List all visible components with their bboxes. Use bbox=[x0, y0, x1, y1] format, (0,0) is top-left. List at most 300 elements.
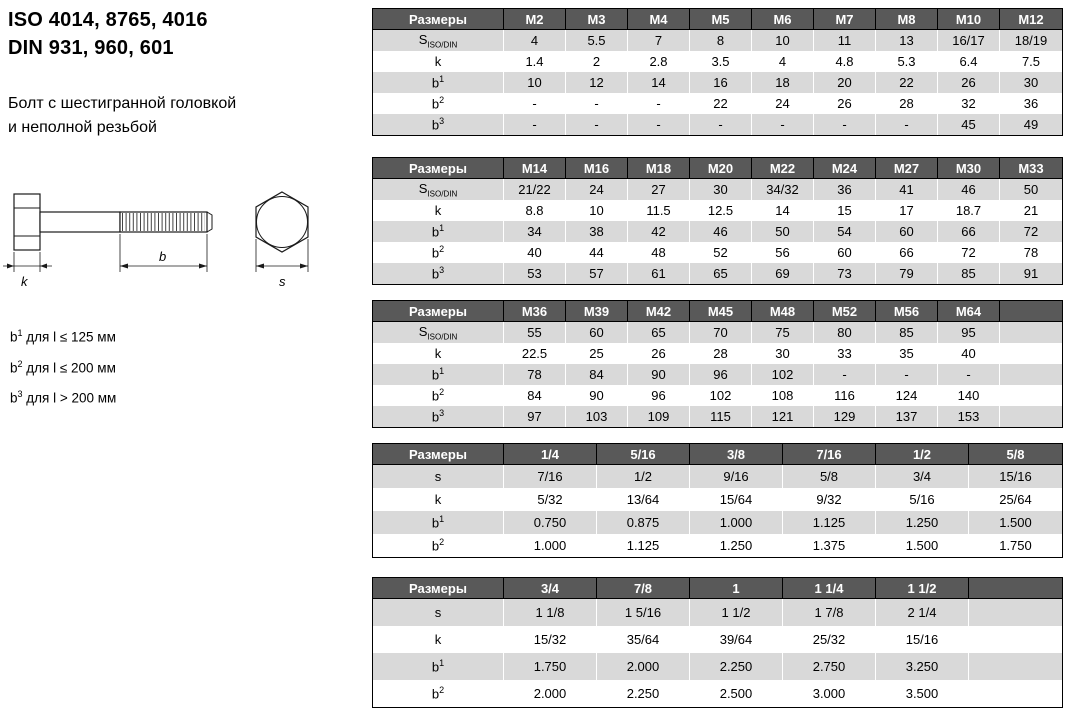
bolt-shank bbox=[40, 212, 120, 232]
size-column-header: M33 bbox=[1000, 158, 1062, 179]
table-cell: 7.5 bbox=[1000, 51, 1062, 72]
table-cell: 34/32 bbox=[752, 179, 814, 200]
table-cell: 42 bbox=[628, 221, 690, 242]
table-cell: 90 bbox=[628, 364, 690, 385]
table-cell: 18/19 bbox=[1000, 30, 1062, 51]
table-cell bbox=[1000, 385, 1062, 406]
table-cell: 1 1/2 bbox=[690, 599, 783, 626]
table-cell: - bbox=[504, 114, 566, 135]
table-cell: 7 bbox=[628, 30, 690, 51]
size-column-header: 7/16 bbox=[783, 444, 876, 465]
size-column-header: 5/16 bbox=[597, 444, 690, 465]
table-row bbox=[373, 534, 1062, 557]
table-cell: 2 bbox=[566, 51, 628, 72]
table-cell: 25 bbox=[566, 343, 628, 364]
sizes-column-header: Размеры bbox=[373, 301, 504, 322]
table-cell: 21/22 bbox=[504, 179, 566, 200]
sizes-column-header: Размеры bbox=[373, 9, 504, 30]
table-row bbox=[373, 221, 1062, 242]
table-cell: 124 bbox=[876, 385, 938, 406]
table-cell: 14 bbox=[628, 72, 690, 93]
table-row bbox=[373, 488, 1062, 511]
table-cell: 20 bbox=[814, 72, 876, 93]
table-row bbox=[373, 653, 1062, 680]
table-cell: 30 bbox=[1000, 72, 1062, 93]
table-cell: 10 bbox=[566, 200, 628, 221]
table-cell: 17 bbox=[876, 200, 938, 221]
bolt-end-view bbox=[256, 192, 308, 252]
table-cell: 53 bbox=[504, 263, 566, 284]
table-cell: 18.7 bbox=[938, 200, 1000, 221]
table-cell: 16 bbox=[690, 72, 752, 93]
size-column-header: M18 bbox=[628, 158, 690, 179]
row-label: k bbox=[373, 343, 504, 364]
row-label: $b^3$ bbox=[373, 263, 504, 284]
table-cell: 24 bbox=[566, 179, 628, 200]
size-column-header: M42 bbox=[628, 301, 690, 322]
table-cell: 1.4 bbox=[504, 51, 566, 72]
table-cell: - bbox=[504, 93, 566, 114]
table-cell: 46 bbox=[690, 221, 752, 242]
table-cell: 32 bbox=[938, 93, 1000, 114]
table-cell bbox=[1000, 364, 1062, 385]
table-cell: 40 bbox=[504, 242, 566, 263]
table-cell: 13/64 bbox=[597, 488, 690, 511]
table-cell: 1.375 bbox=[783, 534, 876, 557]
table-row bbox=[373, 626, 1062, 653]
table-cell: - bbox=[876, 364, 938, 385]
table-cell: 4 bbox=[752, 51, 814, 72]
table-cell: 102 bbox=[690, 385, 752, 406]
table-header-row bbox=[373, 578, 1062, 599]
dim-label-b: b bbox=[159, 249, 167, 264]
table-cell: 108 bbox=[752, 385, 814, 406]
table-cell: 91 bbox=[1000, 263, 1062, 284]
table-cell: 30 bbox=[690, 179, 752, 200]
row-label: k bbox=[373, 51, 504, 72]
table-cell: 95 bbox=[938, 322, 1000, 343]
table-cell: 1 7/8 bbox=[783, 599, 876, 626]
table-header-row bbox=[373, 444, 1062, 465]
table-cell: 72 bbox=[938, 242, 1000, 263]
size-column-header: M3 bbox=[566, 9, 628, 30]
table-cell: 109 bbox=[628, 406, 690, 427]
table-row bbox=[373, 179, 1062, 200]
table-row bbox=[373, 51, 1062, 72]
size-column-header: M64 bbox=[938, 301, 1000, 322]
table-row bbox=[373, 406, 1062, 427]
table-cell: 3.250 bbox=[876, 653, 969, 680]
table-cell: 79 bbox=[876, 263, 938, 284]
size-column-header: M36 bbox=[504, 301, 566, 322]
table-cell: 9/32 bbox=[783, 488, 876, 511]
table-cell: 1.250 bbox=[690, 534, 783, 557]
size-column-header: 7/8 bbox=[597, 578, 690, 599]
table-cell: 48 bbox=[628, 242, 690, 263]
dimension-table-3 bbox=[372, 300, 1063, 428]
table-cell: 72 bbox=[1000, 221, 1062, 242]
table-cell: 115 bbox=[690, 406, 752, 427]
table-cell: 3.5 bbox=[690, 51, 752, 72]
table-cell: 2.750 bbox=[783, 653, 876, 680]
size-column-header: 1 1/4 bbox=[783, 578, 876, 599]
table-cell: 1.250 bbox=[876, 511, 969, 534]
row-label: $b^2$ bbox=[373, 385, 504, 406]
table-cell: 12 bbox=[566, 72, 628, 93]
size-column-header: 1 1/2 bbox=[876, 578, 969, 599]
table-row bbox=[373, 343, 1062, 364]
table-cell: 24 bbox=[752, 93, 814, 114]
size-column-header: M39 bbox=[566, 301, 628, 322]
size-column-header: 1/2 bbox=[876, 444, 969, 465]
table-cell: 26 bbox=[814, 93, 876, 114]
table-cell: 1.500 bbox=[876, 534, 969, 557]
bolt-description-line2: и неполной резьбой bbox=[8, 119, 157, 136]
table-cell: 7/16 bbox=[504, 465, 597, 488]
table-cell: 15/16 bbox=[876, 626, 969, 653]
subtitle-block bbox=[8, 92, 236, 140]
table-row bbox=[373, 93, 1062, 114]
table-cell: 44 bbox=[566, 242, 628, 263]
row-label: $b^1$ bbox=[373, 653, 504, 680]
table-cell bbox=[969, 599, 1062, 626]
table-cell: 85 bbox=[876, 322, 938, 343]
note-b1: $b^1$ для l ≤ 125 мм bbox=[10, 328, 116, 345]
row-label: $b^1$ bbox=[373, 221, 504, 242]
table-cell: 18 bbox=[752, 72, 814, 93]
table-cell bbox=[1000, 343, 1062, 364]
size-column-header: M45 bbox=[690, 301, 752, 322]
table-cell: 30 bbox=[752, 343, 814, 364]
table-cell: 129 bbox=[814, 406, 876, 427]
left-panel bbox=[0, 0, 372, 720]
row-label: s bbox=[373, 599, 504, 626]
table-cell: 45 bbox=[938, 114, 1000, 135]
table-cell: - bbox=[814, 114, 876, 135]
table-cell: 116 bbox=[814, 385, 876, 406]
table-cell: 41 bbox=[876, 179, 938, 200]
table-cell: 61 bbox=[628, 263, 690, 284]
table-cell: 22 bbox=[690, 93, 752, 114]
size-column-header: 1/4 bbox=[504, 444, 597, 465]
sizes-column-header: Размеры bbox=[373, 158, 504, 179]
row-label: $S_{ISO/DIN}$ bbox=[373, 322, 504, 343]
table-cell: - bbox=[938, 364, 1000, 385]
bolt-head-side bbox=[14, 194, 40, 250]
size-column-header: M10 bbox=[938, 9, 1000, 30]
table-cell: 2.250 bbox=[597, 680, 690, 707]
table-row bbox=[373, 263, 1062, 284]
table-cell bbox=[1000, 406, 1062, 427]
table-row bbox=[373, 72, 1062, 93]
bolt-drawing bbox=[2, 186, 342, 303]
size-column-header: M4 bbox=[628, 9, 690, 30]
table-cell: 10 bbox=[504, 72, 566, 93]
table-cell: - bbox=[876, 114, 938, 135]
table-cell: 49 bbox=[1000, 114, 1062, 135]
table-cell bbox=[969, 653, 1062, 680]
table-cell: 2.250 bbox=[690, 653, 783, 680]
dimension-table-2 bbox=[372, 157, 1063, 285]
row-label: $S_{ISO/DIN}$ bbox=[373, 30, 504, 51]
row-label: s bbox=[373, 465, 504, 488]
table-cell: 2.000 bbox=[597, 653, 690, 680]
row-label: $b^2$ bbox=[373, 680, 504, 707]
size-column-header bbox=[969, 578, 1062, 599]
note-b3: $b^3$ для l > 200 мм bbox=[10, 389, 117, 406]
table-cell bbox=[969, 626, 1062, 653]
table-cell: 2.000 bbox=[504, 680, 597, 707]
size-column-header: M6 bbox=[752, 9, 814, 30]
table-cell: 103 bbox=[566, 406, 628, 427]
table-cell: 50 bbox=[1000, 179, 1062, 200]
table-cell: 97 bbox=[504, 406, 566, 427]
table-row bbox=[373, 30, 1062, 51]
table-cell: 39/64 bbox=[690, 626, 783, 653]
table-cell: 5/16 bbox=[876, 488, 969, 511]
size-column-header: M5 bbox=[690, 9, 752, 30]
table-cell: 78 bbox=[1000, 242, 1062, 263]
table-cell: 28 bbox=[690, 343, 752, 364]
table-cell: 26 bbox=[628, 343, 690, 364]
table-row bbox=[373, 114, 1062, 135]
table-row bbox=[373, 599, 1062, 626]
row-label: $b^1$ bbox=[373, 72, 504, 93]
table-cell bbox=[1000, 322, 1062, 343]
table-cell bbox=[969, 680, 1062, 707]
row-label: $b^2$ bbox=[373, 93, 504, 114]
table-cell: 65 bbox=[690, 263, 752, 284]
size-column-header: M48 bbox=[752, 301, 814, 322]
table-cell: 1 5/16 bbox=[597, 599, 690, 626]
table-cell: 84 bbox=[566, 364, 628, 385]
table-cell: 10 bbox=[752, 30, 814, 51]
dimension-k bbox=[3, 252, 52, 289]
table-cell: 34 bbox=[504, 221, 566, 242]
sizes-column-header: Размеры bbox=[373, 444, 504, 465]
bolt-side-view bbox=[14, 194, 212, 250]
table-cell: 2 1/4 bbox=[876, 599, 969, 626]
table-cell: 140 bbox=[938, 385, 1000, 406]
table-cell: 9/16 bbox=[690, 465, 783, 488]
size-column-header: M24 bbox=[814, 158, 876, 179]
dim-label-k: k bbox=[21, 274, 28, 289]
table-cell: 66 bbox=[938, 221, 1000, 242]
table-cell: 55 bbox=[504, 322, 566, 343]
table-cell: 15/16 bbox=[969, 465, 1062, 488]
title-block bbox=[8, 6, 208, 62]
standard-title-din: DIN 931, 960, 601 bbox=[8, 37, 174, 59]
table-cell: 2.500 bbox=[690, 680, 783, 707]
standard-title-iso: ISO 4014, 8765, 4016 bbox=[8, 9, 208, 31]
table-cell: 52 bbox=[690, 242, 752, 263]
table-cell: 70 bbox=[690, 322, 752, 343]
size-column-header: M56 bbox=[876, 301, 938, 322]
sizes-column-header: Размеры bbox=[373, 578, 504, 599]
table-cell: 69 bbox=[752, 263, 814, 284]
size-column-header: 1 bbox=[690, 578, 783, 599]
table-cell: 5.5 bbox=[566, 30, 628, 51]
table-cell: 0.875 bbox=[597, 511, 690, 534]
table-row bbox=[373, 511, 1062, 534]
table-cell: 38 bbox=[566, 221, 628, 242]
table-cell: 46 bbox=[938, 179, 1000, 200]
table-cell: 8 bbox=[690, 30, 752, 51]
table-cell: 1.750 bbox=[504, 653, 597, 680]
table-cell: - bbox=[566, 114, 628, 135]
table-cell: 22 bbox=[876, 72, 938, 93]
table-cell: 78 bbox=[504, 364, 566, 385]
table-cell: 15/64 bbox=[690, 488, 783, 511]
table-cell: 36 bbox=[1000, 93, 1062, 114]
dimension-table-4 bbox=[372, 443, 1063, 558]
table-cell: 1.000 bbox=[504, 534, 597, 557]
table-cell: 4.8 bbox=[814, 51, 876, 72]
table-cell: 137 bbox=[876, 406, 938, 427]
bolt-description-line1: Болт с шестигранной головкой bbox=[8, 95, 237, 112]
bolt-tip-chamfer bbox=[207, 212, 212, 232]
table-header-row bbox=[373, 158, 1062, 179]
table-cell: 66 bbox=[876, 242, 938, 263]
table-cell: 15 bbox=[814, 200, 876, 221]
thread-length-notes bbox=[10, 320, 116, 412]
table-cell: 90 bbox=[566, 385, 628, 406]
table-cell: 3/4 bbox=[876, 465, 969, 488]
table-cell: 96 bbox=[628, 385, 690, 406]
table-cell: 6.4 bbox=[938, 51, 1000, 72]
table-cell: - bbox=[752, 114, 814, 135]
table-header-row bbox=[373, 9, 1062, 30]
table-cell: 85 bbox=[938, 263, 1000, 284]
table-row bbox=[373, 385, 1062, 406]
table-cell: 153 bbox=[938, 406, 1000, 427]
dimension-b bbox=[120, 234, 207, 272]
dimension-table-1 bbox=[372, 8, 1063, 136]
table-cell: 84 bbox=[504, 385, 566, 406]
table-cell: 102 bbox=[752, 364, 814, 385]
table-cell: 1.125 bbox=[783, 511, 876, 534]
table-cell: 121 bbox=[752, 406, 814, 427]
table-cell: 33 bbox=[814, 343, 876, 364]
size-column-header: M30 bbox=[938, 158, 1000, 179]
row-label: k bbox=[373, 488, 504, 511]
row-label: $b^3$ bbox=[373, 406, 504, 427]
table-cell: 1.500 bbox=[969, 511, 1062, 534]
table-cell: 56 bbox=[752, 242, 814, 263]
table-cell: - bbox=[814, 364, 876, 385]
table-cell: 4 bbox=[504, 30, 566, 51]
row-label: $b^1$ bbox=[373, 364, 504, 385]
table-cell: 27 bbox=[628, 179, 690, 200]
table-cell: 96 bbox=[690, 364, 752, 385]
table-cell: 22.5 bbox=[504, 343, 566, 364]
table-row bbox=[373, 322, 1062, 343]
size-column-header: M27 bbox=[876, 158, 938, 179]
bolt-technical-drawing bbox=[2, 186, 342, 298]
table-cell: 1 1/8 bbox=[504, 599, 597, 626]
row-label: $S_{ISO/DIN}$ bbox=[373, 179, 504, 200]
size-column-header: M20 bbox=[690, 158, 752, 179]
size-column-header: M8 bbox=[876, 9, 938, 30]
table-cell: 35/64 bbox=[597, 626, 690, 653]
table-cell: 60 bbox=[876, 221, 938, 242]
row-label: k bbox=[373, 200, 504, 221]
table-cell: 0.750 bbox=[504, 511, 597, 534]
row-label: $b^2$ bbox=[373, 534, 504, 557]
table-cell: 40 bbox=[938, 343, 1000, 364]
note-b2: $b^2$ для l ≤ 200 мм bbox=[10, 358, 116, 375]
table-cell: 50 bbox=[752, 221, 814, 242]
table-cell: 11.5 bbox=[628, 200, 690, 221]
table-cell: 2.8 bbox=[628, 51, 690, 72]
size-column-header: M22 bbox=[752, 158, 814, 179]
table-cell: 11 bbox=[814, 30, 876, 51]
table-cell: 26 bbox=[938, 72, 1000, 93]
size-column-header: M14 bbox=[504, 158, 566, 179]
table-cell: 16/17 bbox=[938, 30, 1000, 51]
table-cell: 14 bbox=[752, 200, 814, 221]
table-cell: 25/32 bbox=[783, 626, 876, 653]
table-cell: 73 bbox=[814, 263, 876, 284]
size-column-header: 3/8 bbox=[690, 444, 783, 465]
table-cell: 60 bbox=[814, 242, 876, 263]
table-cell: - bbox=[566, 93, 628, 114]
table-cell: 60 bbox=[566, 322, 628, 343]
dimension-tables-panel bbox=[372, 0, 1063, 720]
dim-label-s: s bbox=[279, 274, 286, 289]
table-cell: 3.000 bbox=[783, 680, 876, 707]
table-cell: 15/32 bbox=[504, 626, 597, 653]
dimension-table-5 bbox=[372, 577, 1063, 708]
table-cell: 75 bbox=[752, 322, 814, 343]
size-column-header: M12 bbox=[1000, 9, 1062, 30]
table-cell: 1.125 bbox=[597, 534, 690, 557]
size-column-header: M7 bbox=[814, 9, 876, 30]
table-cell: 36 bbox=[814, 179, 876, 200]
table-cell: 54 bbox=[814, 221, 876, 242]
table-cell: 1/2 bbox=[597, 465, 690, 488]
table-cell: 3.500 bbox=[876, 680, 969, 707]
table-row bbox=[373, 242, 1062, 263]
table-cell: 57 bbox=[566, 263, 628, 284]
table-cell: 25/64 bbox=[969, 488, 1062, 511]
table-row bbox=[373, 680, 1062, 707]
hexagon-head bbox=[256, 192, 308, 252]
table-cell: 1.750 bbox=[969, 534, 1062, 557]
table-row bbox=[373, 364, 1062, 385]
row-label: $b^1$ bbox=[373, 511, 504, 534]
table-cell: 21 bbox=[1000, 200, 1062, 221]
size-column-header: M52 bbox=[814, 301, 876, 322]
table-row bbox=[373, 200, 1062, 221]
table-cell: 5.3 bbox=[876, 51, 938, 72]
table-cell: 5/32 bbox=[504, 488, 597, 511]
size-column-header: 5/8 bbox=[969, 444, 1062, 465]
size-column-header: M2 bbox=[504, 9, 566, 30]
table-cell: 12.5 bbox=[690, 200, 752, 221]
table-cell: 5/8 bbox=[783, 465, 876, 488]
row-label: k bbox=[373, 626, 504, 653]
table-cell: 65 bbox=[628, 322, 690, 343]
table-cell: 80 bbox=[814, 322, 876, 343]
table-cell: 28 bbox=[876, 93, 938, 114]
size-column-header: 3/4 bbox=[504, 578, 597, 599]
table-cell: 8.8 bbox=[504, 200, 566, 221]
table-row bbox=[373, 465, 1062, 488]
table-cell: 1.000 bbox=[690, 511, 783, 534]
row-label: $b^3$ bbox=[373, 114, 504, 135]
size-column-header bbox=[1000, 301, 1062, 322]
